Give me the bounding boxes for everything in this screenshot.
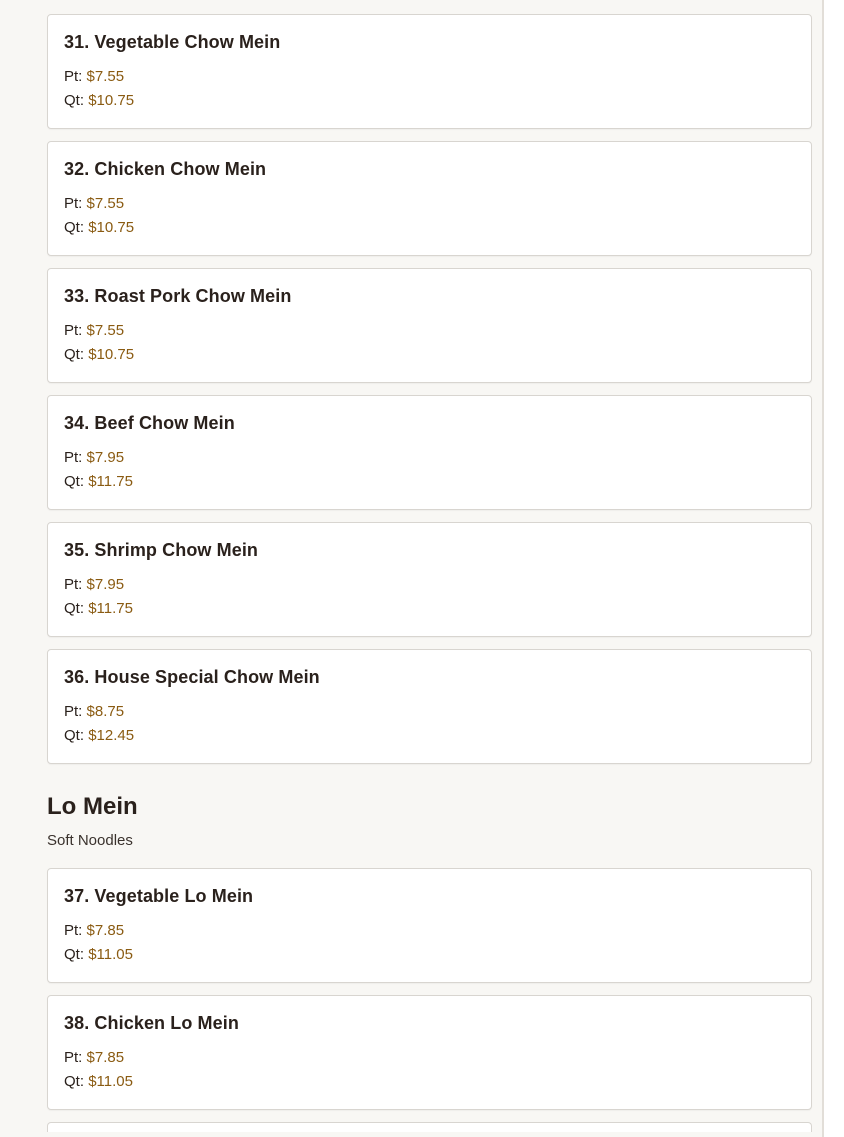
- quart-price-row: [64, 470, 795, 494]
- quart-price: $10.75: [88, 92, 135, 109]
- pint-price-row: [64, 700, 795, 724]
- quart-price-row: [64, 724, 795, 748]
- page-edge: [824, 0, 844, 1137]
- menu-item-card-partial[interactable]: [47, 1122, 812, 1132]
- menu-item-card[interactable]: [47, 868, 812, 983]
- quart-price: $12.45: [88, 727, 135, 744]
- pint-label: Pt:: [64, 449, 83, 466]
- quart-price: $11.75: [88, 600, 133, 617]
- pint-price: $7.85: [86, 922, 125, 939]
- menu-item-title: 33. Roast Pork Chow Mein: [64, 286, 292, 306]
- menu-item-prices: [64, 446, 795, 494]
- quart-price: $11.05: [88, 1073, 133, 1090]
- menu-item-card[interactable]: [47, 141, 812, 256]
- pint-price: $7.85: [86, 1049, 125, 1066]
- quart-price: $11.05: [88, 946, 133, 963]
- menu-item-title: 38. Chicken Lo Mein: [64, 1013, 239, 1033]
- pint-label: Pt:: [64, 68, 83, 85]
- quart-label: Qt:: [64, 219, 85, 236]
- quart-price-row: [64, 943, 795, 967]
- pint-price: $7.95: [86, 449, 125, 466]
- menu-item-card[interactable]: [47, 14, 812, 129]
- pint-price: $7.55: [86, 68, 125, 85]
- menu-item-card[interactable]: [47, 522, 812, 637]
- menu-item-title: 32. Chicken Chow Mein: [64, 159, 267, 179]
- quart-price-row: [64, 343, 795, 367]
- pint-price-row: [64, 192, 795, 216]
- pint-price: $7.55: [86, 195, 125, 212]
- pint-price: $7.55: [86, 322, 125, 339]
- pint-price: $7.95: [86, 576, 125, 593]
- menu-item-card[interactable]: [47, 268, 812, 383]
- pint-label: Pt:: [64, 576, 83, 593]
- menu-item-title: 34. Beef Chow Mein: [64, 413, 235, 433]
- pint-label: Pt:: [64, 922, 83, 939]
- menu-item-prices: [64, 919, 795, 967]
- section-subtitle: Soft Noodles: [47, 832, 133, 849]
- menu-item-prices: [64, 192, 795, 240]
- quart-price-row: [64, 597, 795, 621]
- quart-price: $11.75: [88, 473, 133, 490]
- menu-content: [47, 14, 812, 1132]
- quart-label: Qt:: [64, 346, 85, 363]
- quart-label: Qt:: [64, 473, 85, 490]
- menu-item-prices: [64, 573, 795, 621]
- quart-price: $10.75: [88, 346, 135, 363]
- menu-item-prices: [64, 319, 795, 367]
- pint-label: Pt:: [64, 1049, 83, 1066]
- menu-item-title: 35. Shrimp Chow Mein: [64, 540, 259, 560]
- pint-price-row: [64, 919, 795, 943]
- quart-label: Qt:: [64, 1073, 85, 1090]
- pint-price-row: [64, 573, 795, 597]
- quart-label: Qt:: [64, 727, 85, 744]
- pint-price: $8.75: [86, 703, 125, 720]
- pint-price-row: [64, 1046, 795, 1070]
- pint-price-row: [64, 65, 795, 89]
- quart-price-row: [64, 1070, 795, 1094]
- section-heading: Lo Mein: [47, 793, 138, 820]
- quart-price-row: [64, 216, 795, 240]
- quart-price-row: [64, 89, 795, 113]
- pint-price-row: [64, 319, 795, 343]
- pint-label: Pt:: [64, 322, 83, 339]
- pint-label: Pt:: [64, 703, 83, 720]
- pint-label: Pt:: [64, 195, 83, 212]
- quart-label: Qt:: [64, 600, 85, 617]
- menu-item-title: 37. Vegetable Lo Mein: [64, 886, 254, 906]
- pint-price-row: [64, 446, 795, 470]
- quart-price: $10.75: [88, 219, 135, 236]
- menu-item-card[interactable]: [47, 649, 812, 764]
- menu-item-card[interactable]: [47, 395, 812, 510]
- menu-item-card[interactable]: [47, 995, 812, 1110]
- lo-mein-section-header: [47, 792, 812, 850]
- menu-item-prices: [64, 1046, 795, 1094]
- menu-item-title: 36. House Special Chow Mein: [64, 667, 320, 687]
- quart-label: Qt:: [64, 946, 85, 963]
- menu-item-title: 31. Vegetable Chow Mein: [64, 32, 281, 52]
- menu-item-prices: [64, 700, 795, 748]
- quart-label: Qt:: [64, 92, 85, 109]
- menu-item-prices: [64, 65, 795, 113]
